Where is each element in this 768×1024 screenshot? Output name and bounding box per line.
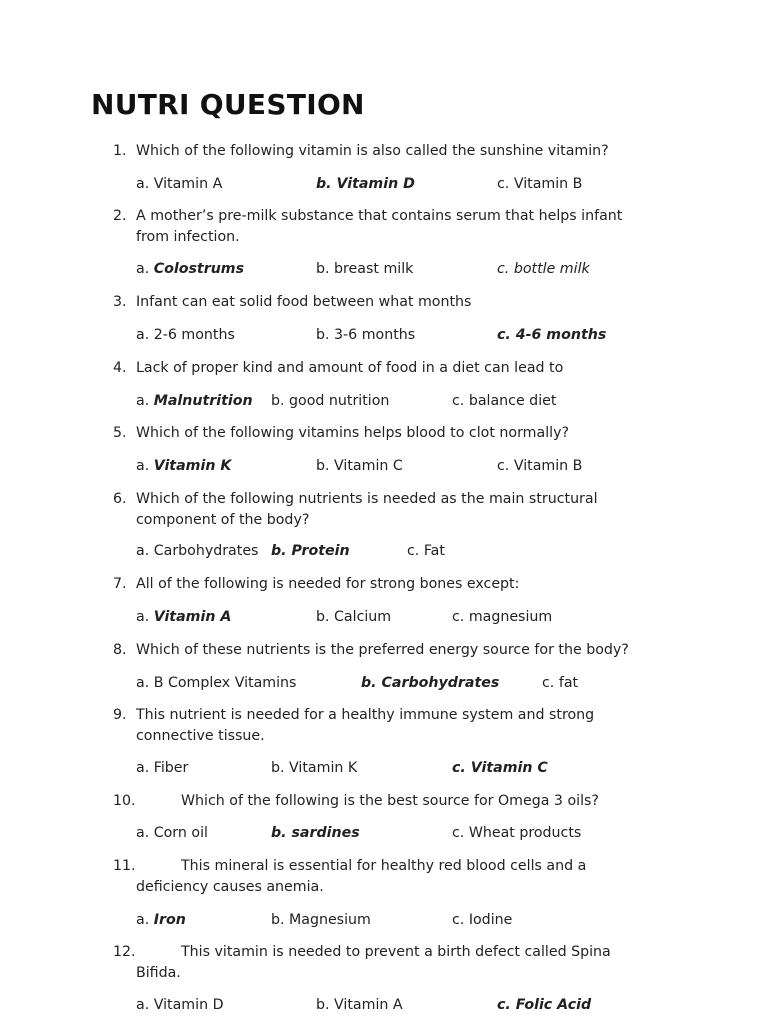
question-number: 1. <box>113 143 127 159</box>
option-prefix: a. <box>136 261 154 277</box>
option-c: c. Iodine <box>452 912 513 928</box>
option-prefix: a. <box>136 393 154 409</box>
question-text: Which of the following vitamin is also called the sunshine vitamin? <box>136 143 609 159</box>
option-a: a. Carbohydrates <box>136 543 259 559</box>
option-c: c. Vitamin C <box>452 760 548 776</box>
option-c: c. 4-6 months <box>497 327 607 343</box>
question-text: A mother’s pre-milk substance that contains serum that helps infant <box>136 208 623 224</box>
option-c: c. magnesium <box>452 609 553 625</box>
question-text: This nutrient is needed for a healthy immune system and strong <box>136 707 595 723</box>
question-number: 8. <box>113 642 127 658</box>
option-b: b. good nutrition <box>271 393 390 409</box>
option-b: b. Vitamin D <box>316 176 415 192</box>
question-text: from infection. <box>136 229 240 245</box>
option-c: c. Wheat products <box>452 825 582 841</box>
option-b: b. Vitamin K <box>271 760 358 776</box>
question-number: 9. <box>113 707 127 723</box>
option-b: b. 3-6 months <box>316 327 416 343</box>
option-c: c. Vitamin B <box>497 458 583 474</box>
option-answer: Vitamin A <box>153 609 232 625</box>
question-number: 12. <box>113 944 136 960</box>
option-a: a. Fiber <box>136 760 189 776</box>
option-a: a. Corn oil <box>136 825 208 841</box>
option-a <box>136 391 253 412</box>
question-text: Which of the following nutrients is needed as the main structural <box>136 491 598 507</box>
question-number: 5. <box>113 425 127 441</box>
question-text: All of the following is needed for strong bones except: <box>136 576 520 592</box>
option-a: a. 2-6 months <box>136 327 235 343</box>
option-b: b. Protein <box>271 543 350 559</box>
question-text: Which of the following vitamins helps blood to clot normally? <box>136 425 570 441</box>
option-b: b. Vitamin A <box>316 997 403 1013</box>
option-b: b. Calcium <box>316 609 392 625</box>
option-prefix: a. <box>136 912 154 928</box>
option-a <box>136 456 231 477</box>
question-number: 7. <box>113 576 127 592</box>
option-answer: Colostrums <box>153 261 245 277</box>
question-number: 2. <box>113 208 127 224</box>
question-text: connective tissue. <box>136 728 265 744</box>
option-c: c. balance diet <box>452 393 557 409</box>
option-a <box>136 607 231 628</box>
question-text: deficiency causes anemia. <box>136 879 324 895</box>
question-text: Lack of proper kind and amount of food in a diet can lead to <box>136 360 564 376</box>
option-a <box>136 910 186 931</box>
question-number: 6. <box>113 491 127 507</box>
option-b: b. breast milk <box>316 261 414 277</box>
option-answer: Malnutrition <box>153 393 253 409</box>
option-c: c. bottle milk <box>497 261 590 277</box>
option-a <box>136 259 244 280</box>
question-text: Infant can eat solid food between what months <box>136 294 472 310</box>
question-text: This vitamin is needed to prevent a birth defect called Spina <box>181 944 611 960</box>
option-answer: Vitamin K <box>153 458 232 474</box>
option-c: c. Fat <box>407 543 445 559</box>
page-title: NUTRI QUESTION <box>91 88 365 121</box>
option-b: b. Vitamin C <box>316 458 403 474</box>
option-c: c. Vitamin B <box>497 176 583 192</box>
option-a: a. B Complex Vitamins <box>136 675 297 691</box>
option-answer: Iron <box>153 912 186 928</box>
question-text: component of the body? <box>136 512 310 528</box>
question-number: 3. <box>113 294 127 310</box>
option-b: b. Carbohydrates <box>361 675 500 691</box>
option-c: c. Folic Acid <box>497 997 592 1013</box>
question-text: This mineral is essential for healthy red blood cells and a <box>181 858 587 874</box>
option-a: a. Vitamin A <box>136 176 223 192</box>
option-b: b. sardines <box>271 825 360 841</box>
option-prefix: a. <box>136 458 154 474</box>
question-number: 4. <box>113 360 127 376</box>
question-number: 11. <box>113 858 136 874</box>
question-number: 10. <box>113 793 136 809</box>
question-text: Which of the following is the best source for Omega 3 oils? <box>181 793 599 809</box>
question-text: Bifida. <box>136 965 181 981</box>
option-prefix: a. <box>136 609 154 625</box>
question-text: Which of these nutrients is the preferred energy source for the body? <box>136 642 629 658</box>
option-a: a. Vitamin D <box>136 997 224 1013</box>
option-b: b. Magnesium <box>271 912 371 928</box>
option-c: c. fat <box>542 675 579 691</box>
